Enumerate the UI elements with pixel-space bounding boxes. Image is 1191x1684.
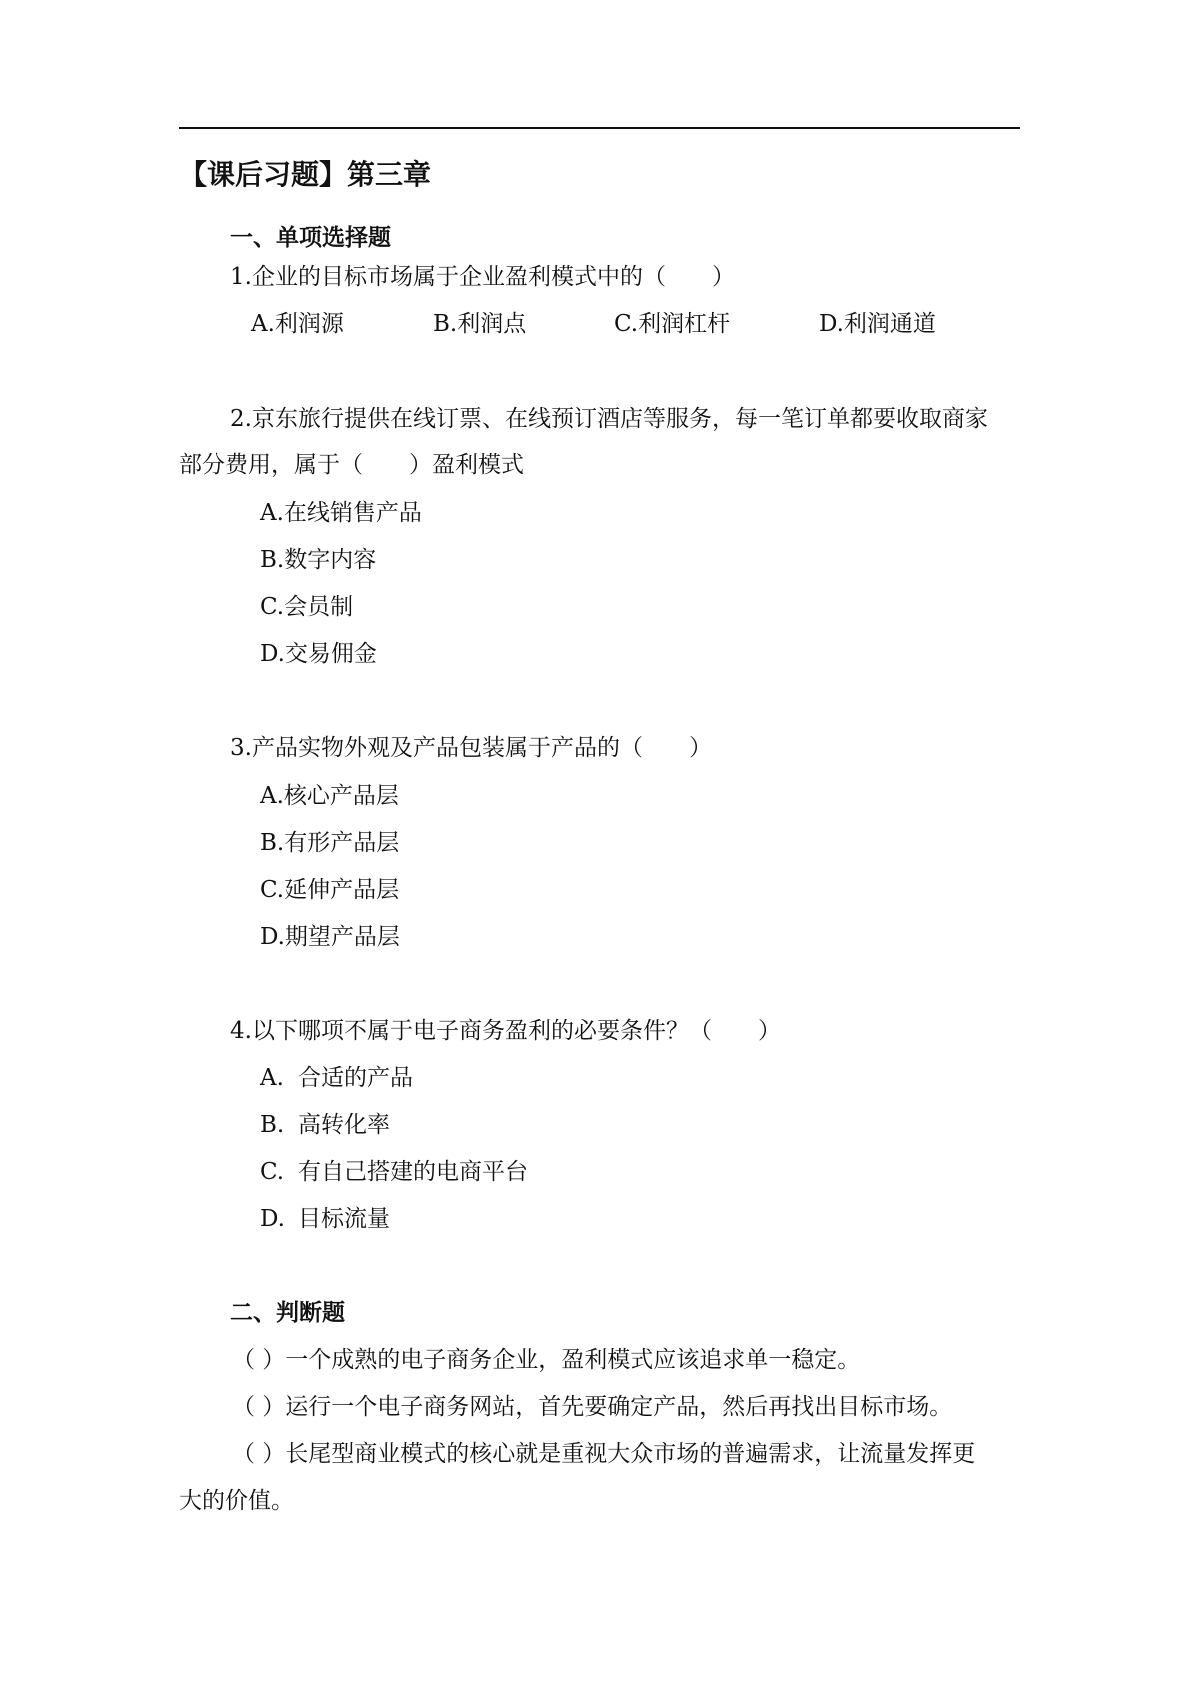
question-4-option-d <box>260 1203 390 1235</box>
question-3-option-c: C.延伸产品层 <box>260 877 400 903</box>
question-3-option-b: B.有形产品层 <box>260 830 400 856</box>
question-2-stem-line2: 部分费用，属于（ ）盈利模式 <box>179 452 524 478</box>
question-4-stem: 4.以下哪项不属于电子商务盈利的必要条件？（ ） <box>230 1018 781 1044</box>
section-title-true-false: 二、判断题 <box>230 1300 345 1326</box>
question-1-stem: 1.企业的目标市场属于企业盈利模式中的（ ） <box>230 264 735 290</box>
option-text: 高转化率 <box>298 1112 390 1138</box>
question-1-option-a: A.利润源 <box>251 311 344 337</box>
question-3-option-a: A.核心产品层 <box>260 783 399 809</box>
option-letter: D. <box>260 1206 285 1232</box>
question-3-option-d: D.期望产品层 <box>260 924 400 950</box>
header-rule <box>179 127 1020 129</box>
option-letter: A. <box>260 1065 284 1091</box>
question-1-option-d: D.利润通道 <box>819 311 936 337</box>
true-false-item-1: （ ）一个成熟的电子商务企业，盈利模式应该追求单一稳定。 <box>232 1347 861 1373</box>
question-1-option-b: B.利润点 <box>433 311 527 337</box>
question-1-option-c: C.利润杠杆 <box>614 311 731 337</box>
option-letter: C. <box>260 1159 285 1185</box>
option-text: 有自己搭建的电商平台 <box>298 1159 528 1185</box>
true-false-item-2: （ ）运行一个电子商务网站，首先要确定产品，然后再找出目标市场。 <box>232 1394 953 1420</box>
question-2-option-c: C.会员制 <box>260 594 354 620</box>
question-2-option-a: A.在线销售产品 <box>260 500 422 526</box>
question-3-stem: 3.产品实物外观及产品包装属于产品的（ ） <box>230 735 712 761</box>
question-4-option-a <box>260 1062 413 1094</box>
question-4-option-b <box>260 1109 390 1141</box>
true-false-item-3-line2: 大的价值。 <box>179 1488 294 1514</box>
option-letter: B. <box>260 1112 285 1138</box>
question-4-option-c <box>260 1156 528 1188</box>
question-2-option-b: B.数字内容 <box>260 547 377 573</box>
page-title: 【课后习题】第三章 <box>179 158 432 191</box>
true-false-item-3-line1: （ ）长尾型商业模式的核心就是重视大众市场的普遍需求，让流量发挥更 <box>232 1441 976 1467</box>
option-text: 目标流量 <box>298 1206 390 1232</box>
question-2-stem-line1: 2.京东旅行提供在线订票、在线预订酒店等服务，每一笔订单都要收取商家 <box>230 406 988 432</box>
section-title-single-choice: 一、单项选择题 <box>230 225 391 251</box>
option-text: 合适的产品 <box>298 1065 413 1091</box>
question-2-option-d: D.交易佣金 <box>260 641 377 667</box>
